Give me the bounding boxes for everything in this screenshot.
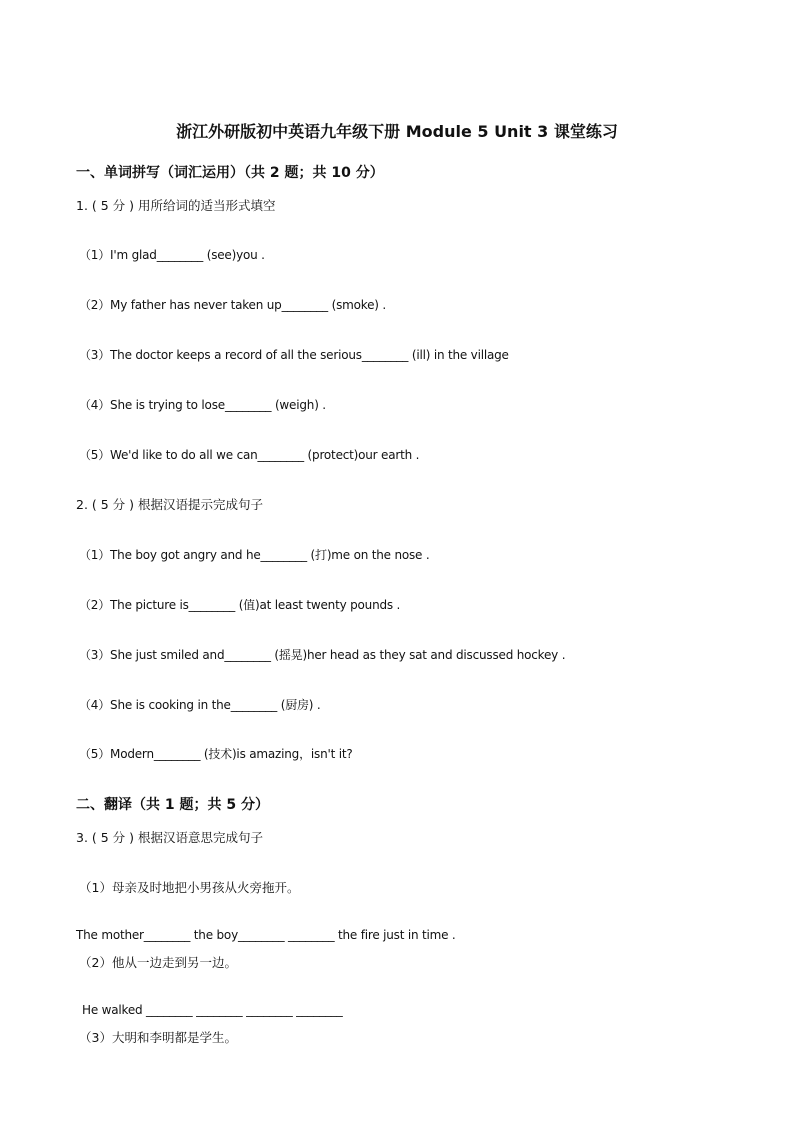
question-1-item-2: （2）My father has never taken up________ (smoke) .	[79, 298, 386, 312]
question-2-item-2: （2）The picture is________ (值)at least twenty pounds .	[79, 598, 401, 612]
question-1-item-1: （1）I'm glad________ (see)you .	[79, 248, 265, 262]
question-2-item-4: （4）She is cooking in the________ (厨房) .	[79, 698, 321, 712]
question-3-heading: 3. ( 5 分 ) 根据汉语意思完成句子	[76, 830, 264, 845]
question-1-item-5: （5）We'd like to do all we can________ (protect)our earth .	[79, 448, 420, 462]
question-2-heading: 2. ( 5 分 ) 根据汉语提示完成句子	[76, 497, 264, 512]
question-2-item-5: （5）Modern________ (技术)is amazing，isn't it?	[79, 747, 353, 761]
question-3-sub-1: （1）母亲及时地把小男孩从火旁拖开。	[79, 880, 300, 895]
section-1-heading: 一、单词拼写（词汇运用）（共 2 题；共 10 分）	[76, 165, 384, 181]
question-1-item-3: （3）The doctor keeps a record of all the serious________ (ill) in the village	[79, 348, 509, 362]
question-1-item-4: （4）She is trying to lose________ (weigh) .	[79, 398, 326, 412]
question-3-sub-2-answer: He walked ________ ________ ________ ________	[82, 1003, 343, 1017]
question-2-item-3: （3）She just smiled and________ (摇晃)her head as they sat and discussed hockey .	[79, 648, 566, 662]
question-3-sub-2: （2）他从一边走到另一边。	[79, 955, 237, 970]
question-3-sub-1-answer: The mother________ the boy________ ________ the fire just in time .	[76, 928, 456, 942]
question-1-heading: 1. ( 5 分 ) 用所给词的适当形式填空	[76, 198, 276, 213]
question-2-item-1: （1）The boy got angry and he________ (打)me on the nose .	[79, 548, 430, 562]
question-3-sub-3: （3）大明和李明都是学生。	[79, 1030, 237, 1045]
section-2-heading: 二、翻译（共 1 题；共 5 分）	[76, 797, 269, 813]
page-title: 浙江外研版初中英语九年级下册 Module 5 Unit 3 课堂练习	[176, 122, 618, 141]
